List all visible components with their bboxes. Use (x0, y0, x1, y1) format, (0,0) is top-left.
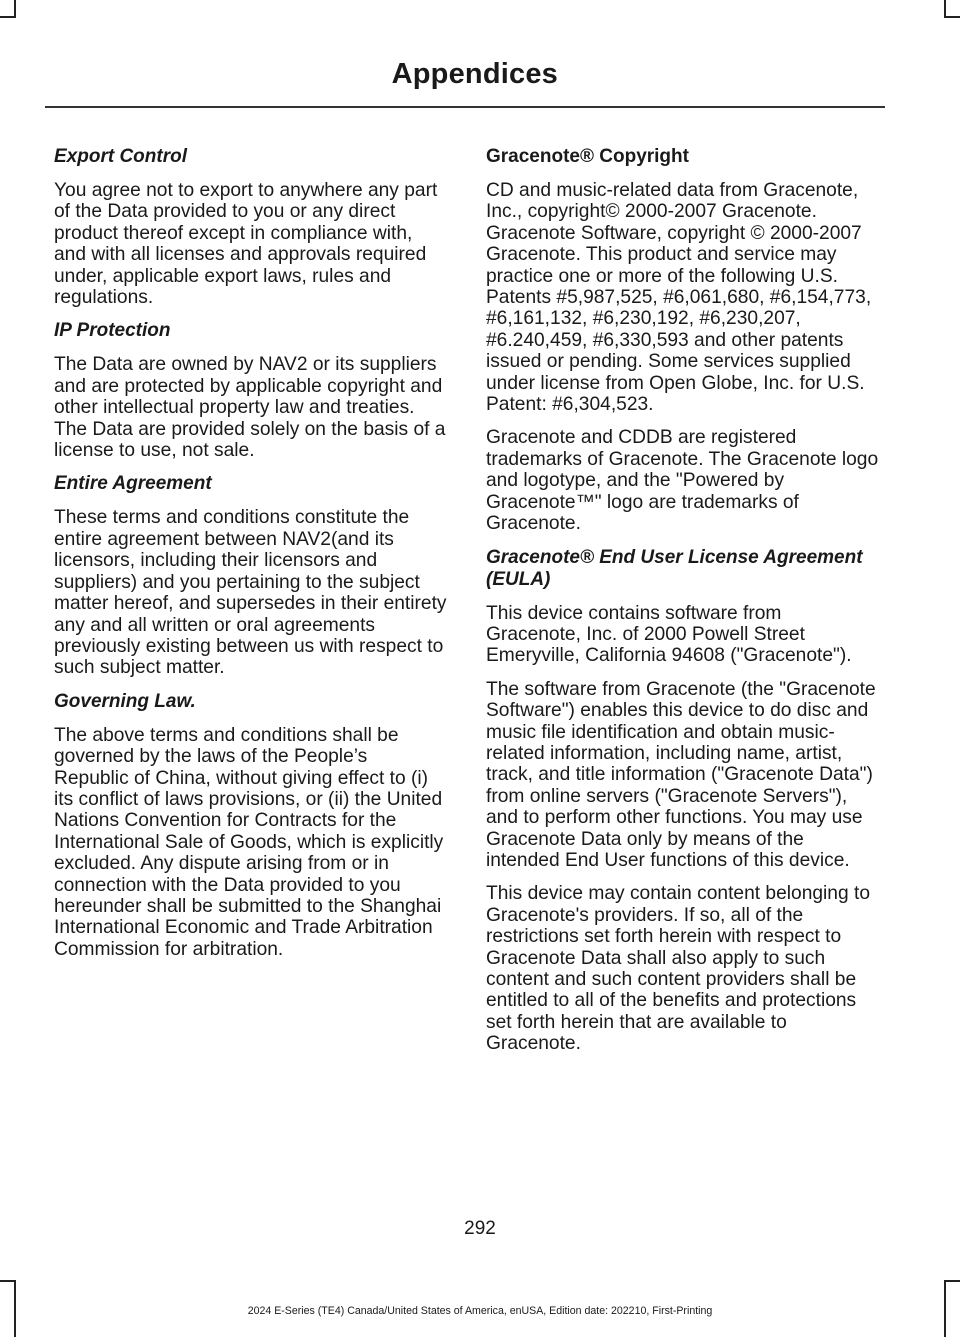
paragraph: You agree not to export to anywhere any part of the Data provided to you or any direct product thereof except in compliance with, and with all licenses and approvals required under, applicable export laws, rules and regulations. (54, 180, 438, 309)
crop-mark-bottom-right-h (944, 1280, 960, 1282)
section-heading-gracenote-copyright: Gracenote® Copyright (486, 146, 689, 167)
page-number: 292 (464, 1218, 496, 1239)
paragraph: The above terms and conditions shall be governed by the laws of the People’s Republic of China, without giving effect to (i) its conflict of laws provisions, or (ii) the United Nations Convention for Contracts for the International Sale of Goods, which is explicitly excluded. Any dispute arising from or in connection with the Data provided to you hereunder shall be submitted to the Shanghai International Economic and Trade Arbitration Commission for arbitration. (54, 724, 444, 960)
section-heading-entire-agreement: Entire Agreement (54, 473, 212, 495)
paragraph: The Data are owned by NAV2 or its suppliers and are protected by applicable copyright and other intellectual property law and treaties. The Data are provided solely on the basis of a license to use, not sale. (54, 354, 446, 462)
paragraph: This device contains software from Gracenote, Inc. of 2000 Powell Street Emeryville, California 94608 ("Gracenote"). (486, 602, 852, 667)
header-divider (45, 106, 885, 108)
right-column (486, 146, 879, 1067)
crop-mark-top-left-h (0, 16, 16, 18)
paragraph: The software from Gracenote (the "Gracenote Software") enables this device to do disc and music file identification and obtain music-related information, including name, artist, track, and title information ("Gracenote Data") from online servers ("Gracenote Servers"), and to perform other functions. You may use Gracenote Data only by means of the intended End User functions of this device. (486, 678, 876, 871)
crop-mark-top-right-h (944, 16, 960, 18)
page-title: Appendices (391, 58, 558, 90)
footer-edition-info: 2024 E-Series (TE4) Canada/United States of America, enUSA, Edition date: 202210, First-Printing (247, 1305, 713, 1317)
paragraph: This device may contain content belonging to Gracenote's providers. If so, all of the restrictions set forth herein with respect to Gracenote Data shall also apply to such content and such content providers shall be entitled to all of the benefits and protections set forth herein that are available to Gracenote. (486, 883, 870, 1055)
section-heading-gracenote-end-user-license-agreement-eula: Gracenote® End User License Agreement (EULA) (486, 546, 863, 590)
section-heading-governing-law: Governing Law. (54, 690, 196, 712)
paragraph: CD and music-related data from Gracenote, Inc., copyright© 2000-2007 Gracenote. Gracenote Software, copyright © 2000-2007 Gracenote. This product and service may practice one or more of the following U.S. Patents #5,987,525, #6,061,680, #6,154,773, #6,161,132, #6,230,192, #6,230,207, #6.240,459, #6,330,593 and other patents issued or pending. Some services supplied under license from Open Globe, Inc. for U.S. Patent: #6,304,523. (486, 180, 872, 416)
section-heading-ip-protection: IP Protection (54, 320, 171, 342)
paragraph: These terms and conditions constitute the entire agreement between NAV2(and its licensors, including their licensors and suppliers) and you pertaining to the subject matter hereof, and supersedes in their entirety any and all written or oral agreements previously existing between us with respect to such subject matter. (54, 507, 447, 679)
crop-mark-bottom-left-h (0, 1280, 16, 1282)
section-heading-export-control: Export Control (54, 146, 187, 167)
left-column (54, 146, 447, 972)
paragraph: Gracenote and CDDB are registered trademarks of Gracenote. The Gracenote logo and logotype, and the "Powered by Gracenote™" logo are trademarks of Gracenote. (486, 427, 879, 535)
